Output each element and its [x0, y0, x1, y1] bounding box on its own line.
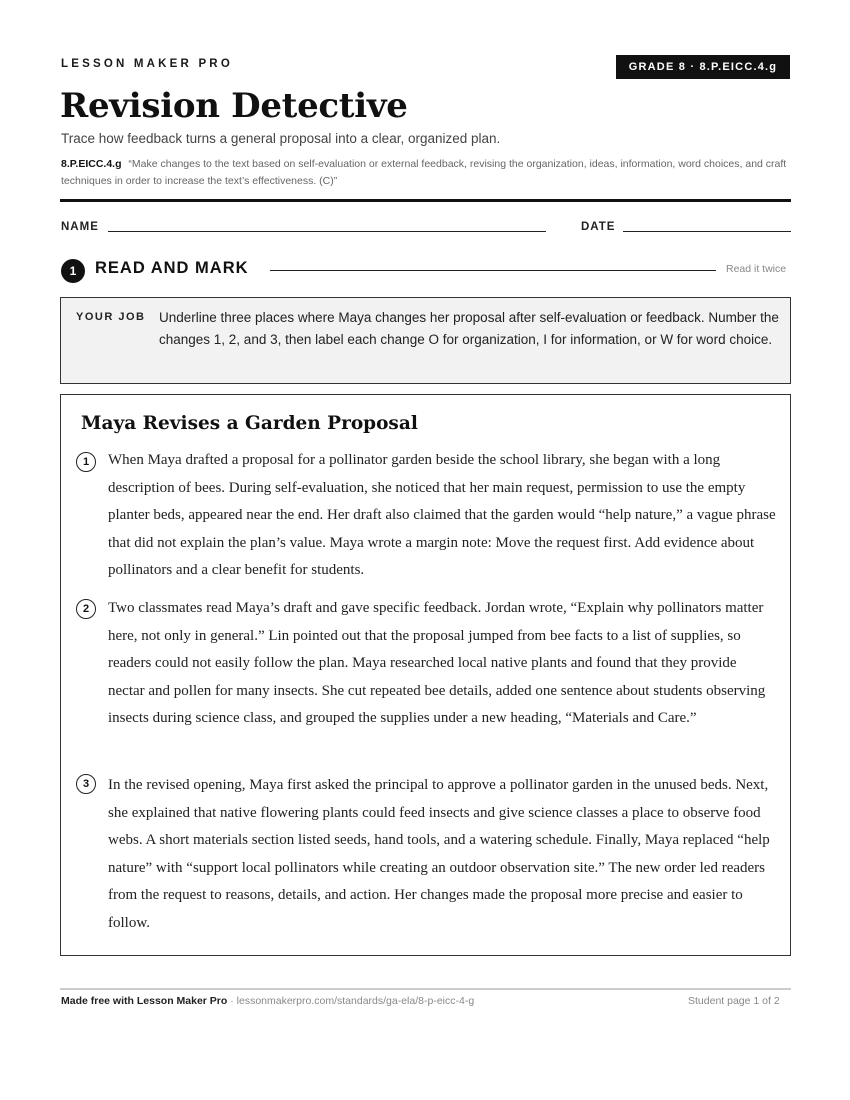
your-job-text: Underline three places where Maya changes her proposal after self-evaluation or feedback. Number the changes 1, 2, and 3, then label each change O for organization, I for information, or W for word choice. [159, 310, 779, 347]
paragraph-number-2: 2 [76, 599, 96, 619]
footer-credit [61, 995, 474, 1007]
paragraph-number-1: 1 [76, 452, 96, 472]
standard-code: 8.P.EICC.4.g [61, 158, 122, 170]
paragraph-2: Two classmates read Maya’s draft and gave specific feedback. Jordan wrote, “Explain why pollinators matter here, not only in general.” Lin pointed out that the proposal jumped from bee facts to a list of supplies, so readers could not easily follow the plan. Maya researched local native plants and found that they provide nectar and pollen for many insects. She cut repeated bee details, added one sentence about students observing insects during science class, and grouped the supplies under a new heading, “Materials and Care.” [108, 600, 766, 727]
section-title: READ AND MARK [95, 259, 249, 277]
footer-url[interactable]: · lessonmakerpro.com/standards/ga-ela/8-p-eicc-4-g [227, 995, 475, 1007]
paragraph-3: In the revised opening, Maya first asked the principal to approve a pollinator garden in the unused beds. Next, she explained that native flowering plants could feed insects and give science classes a place to observe food webs. A short materials section listed seeds, hand tools, and a watering schedule. Finally, Maya replaced “help nature” with “support local pollinators while creating an outdoor observation site.” The new order led readers from the request to reasons, details, and action. Her changes made the proposal more precise and easier to follow. [108, 777, 770, 931]
passage-title: Maya Revises a Garden Proposal [81, 413, 418, 434]
reading-passage [60, 394, 791, 956]
page-subtitle: Trace how feedback turns a general proposal into a clear, organized plan. [61, 131, 501, 146]
name-label: NAME [61, 221, 99, 233]
footer-made-with: Made free with Lesson Maker Pro [61, 995, 228, 1007]
section-note: Read it twice [726, 263, 787, 275]
brand-name: LESSON MAKER PRO [61, 58, 233, 70]
standard-text: “Make changes to the text based on self-evaluation or external feedback, revising the organization, ideas, information, word choices, and craft techniques in order to increase the text’s effectiveness. (C)” [61, 158, 787, 187]
standard-description [61, 156, 791, 190]
date-field[interactable] [623, 231, 791, 232]
date-label: DATE [581, 221, 616, 233]
section-divider [270, 270, 716, 271]
footer-divider [60, 988, 791, 990]
your-job-label: YOUR JOB [76, 311, 146, 323]
section-number-badge: 1 [61, 259, 85, 283]
grade-badge: GRADE 8 · 8.P.EICC.4.g [616, 55, 790, 79]
paragraph-1: When Maya drafted a proposal for a pollinator garden beside the school library, she began with a long description of bees. During self-evaluation, she noticed that her main request, permission to use the empty planter beds, appeared near the end. Her draft also claimed that the garden would “help nature,” a vague phrase that did not explain the plan’s value. Maya wrote a margin note: Move the request first. Add evidence about pollinators and a clear benefit for students. [108, 452, 776, 579]
your-job-box [60, 297, 791, 384]
header-divider [60, 199, 791, 202]
paragraph-number-3: 3 [76, 774, 96, 794]
name-field[interactable] [108, 231, 546, 232]
footer-page-number: Student page 1 of 2 [688, 995, 780, 1007]
page-title: Revision Detective [60, 86, 408, 126]
